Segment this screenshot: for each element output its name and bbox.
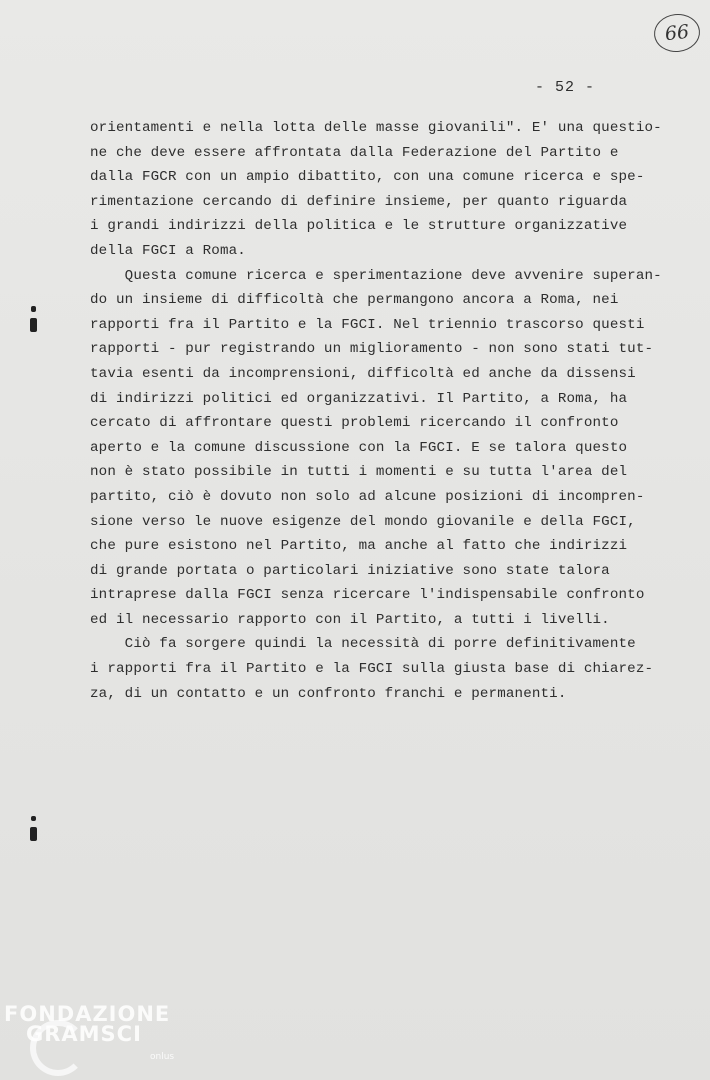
archive-number-text: 66	[663, 20, 691, 46]
text-line: partito, ciò è dovuto non solo ad alcune posizioni di incompren-	[90, 488, 645, 505]
text-line: rapporti - pur registrando un miglioramento - non sono stati tut-	[90, 341, 654, 358]
fondazione-gramsci-watermark	[4, 1000, 204, 1072]
text-line: cercato di affrontare questi problemi ricercando il confronto	[90, 415, 619, 432]
text-line: za, di un contatto e un confronto franchi e permanenti.	[90, 685, 567, 702]
watermark-line1: FONDAZIONE	[4, 1002, 171, 1026]
text-line: ed il necessario rapporto con il Partito, a tutti i livelli.	[90, 611, 610, 628]
text-line: aperto e la comune discussione con la FGCI. E se talora questo	[90, 439, 628, 456]
text-line: Ciò fa sorgere quindi la necessità di porre definitivamente	[90, 636, 636, 653]
binding-hole-mark	[30, 318, 37, 332]
binding-hole-mark	[30, 827, 37, 841]
text-line: rapporti fra il Partito e la FGCI. Nel triennio trascorso questi	[90, 316, 645, 333]
text-line: che pure esistono nel Partito, ma anche al fatto che indirizzi	[90, 538, 628, 555]
text-line: dalla FGCR con un ampio dibattito, con una comune ricerca e spe-	[90, 169, 645, 186]
text-line: orientamenti e nella lotta delle masse giovanili". E' una questio-	[90, 120, 662, 136]
archive-number-stamp	[652, 12, 702, 55]
page-number: - 52 -	[535, 79, 596, 96]
watermark-line3: onlus	[150, 1052, 175, 1062]
text-line: della FGCI a Roma.	[90, 242, 246, 259]
watermark-line2: GRAMSCI	[26, 1022, 142, 1046]
text-line: non è stato possibile in tutti i momenti e su tutta l'area del	[90, 464, 628, 481]
text-line: do un insieme di difficoltà che permangono ancora a Roma, nei	[90, 292, 619, 309]
text-line: ne che deve essere affrontata dalla Federazione del Partito e	[90, 144, 619, 161]
text-line: di indirizzi politici ed organizzativi. Il Partito, a Roma, ha	[90, 390, 628, 407]
text-line: tavia esenti da incomprensioni, difficoltà ed anche da dissensi	[90, 365, 636, 382]
text-line: rimentazione cercando di definire insieme, per quanto riguarda	[90, 193, 628, 210]
body-text	[90, 116, 662, 706]
binding-hole-mark	[31, 816, 36, 821]
text-line: Questa comune ricerca e sperimentazione deve avvenire superan-	[90, 267, 662, 284]
text-line: di grande portata o particolari iniziative sono state talora	[90, 562, 610, 579]
text-line: sione verso le nuove esigenze del mondo giovanile e della FGCI,	[90, 513, 636, 530]
text-line: intraprese dalla FGCI senza ricercare l'indispensabile confronto	[90, 587, 645, 604]
text-line: i grandi indirizzi della politica e le strutture organizzative	[90, 218, 628, 235]
binding-hole-mark	[31, 306, 36, 312]
text-line: i rapporti fra il Partito e la FGCI sulla giusta base di chiarez-	[90, 661, 654, 678]
